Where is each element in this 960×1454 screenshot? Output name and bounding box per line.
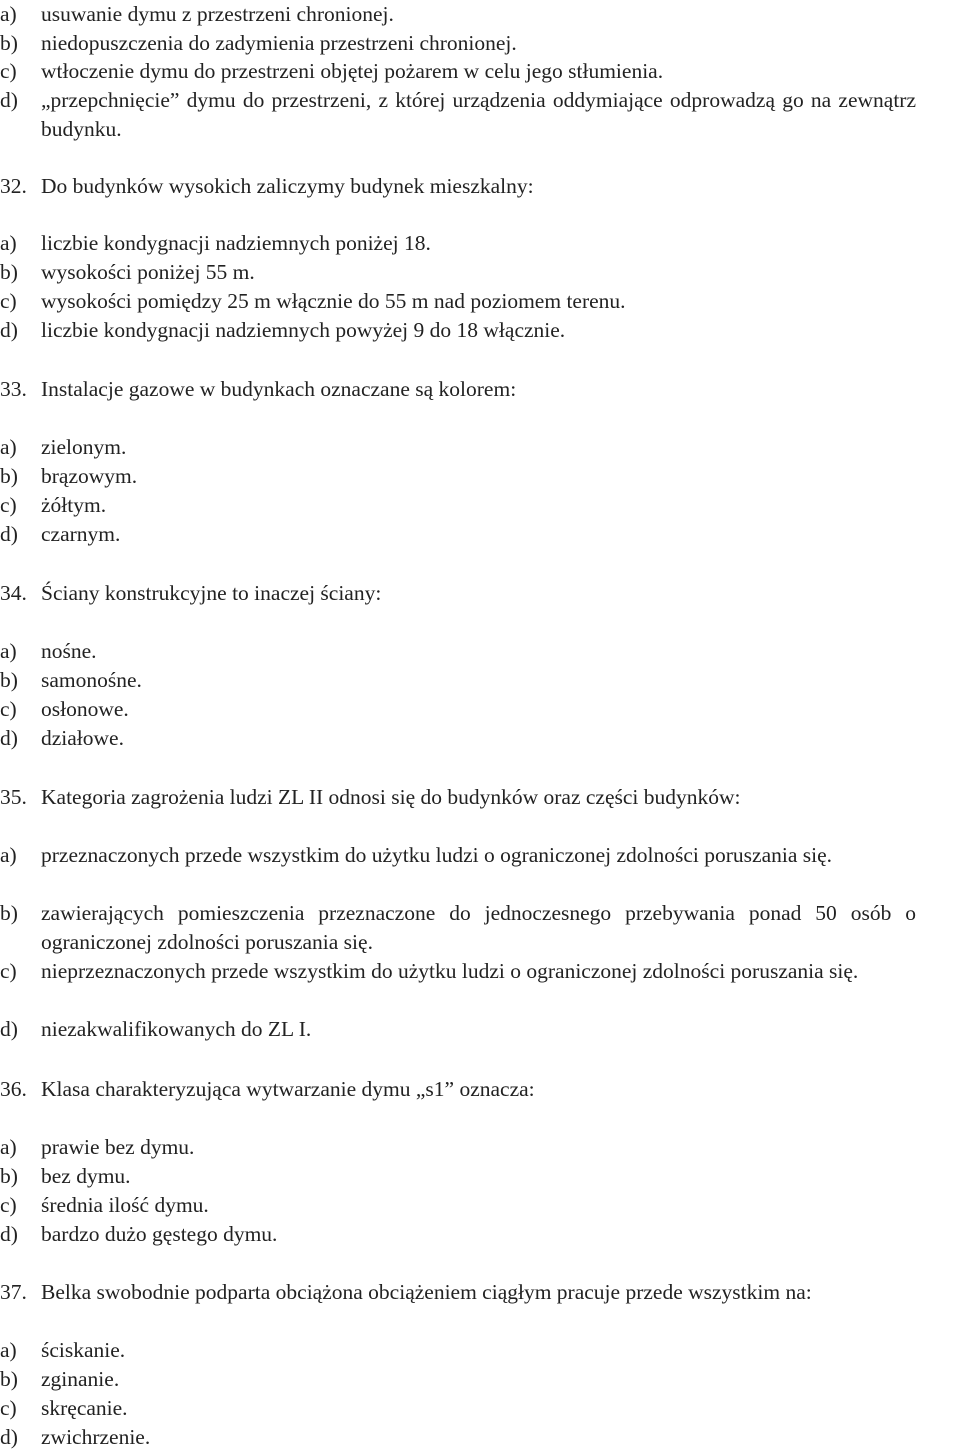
q37-option-d <box>0 1423 958 1452</box>
option-label: d) <box>0 88 18 112</box>
option-label: a) <box>0 639 17 663</box>
option-text: prawie bez dymu. <box>41 1135 195 1159</box>
q33-option-d <box>0 520 958 549</box>
option-label: d) <box>0 726 18 750</box>
question-35 <box>0 783 958 812</box>
question-36 <box>0 1075 958 1104</box>
q34-option-b <box>0 666 958 695</box>
question-text: Ściany konstrukcyjne to inaczej ściany: <box>41 581 382 605</box>
option-text: średnia ilość dymu. <box>41 1193 209 1217</box>
q35-option-a <box>0 841 958 870</box>
option-label: b) <box>0 668 18 692</box>
option-text: zawierających pomieszczenia przeznaczone do jednoczesnego przebywania ponad 50 osób o ograniczonej zdolności poruszania się. <box>41 901 916 954</box>
option-label: d) <box>0 1017 18 1041</box>
q36-option-c <box>0 1191 958 1220</box>
question-33 <box>0 375 958 404</box>
option-text: wysokości pomiędzy 25 m włącznie do 55 m nad poziomem terenu. <box>41 289 626 313</box>
option-text: zielonym. <box>41 435 127 459</box>
q34-option-c <box>0 695 958 724</box>
q33-option-a <box>0 433 958 462</box>
q35-option-b <box>0 899 958 957</box>
option-text: działowe. <box>41 726 124 750</box>
option-label: b) <box>0 31 18 55</box>
option-text: nośne. <box>41 639 97 663</box>
option-text: czarnym. <box>41 522 121 546</box>
prev-question-option-b <box>0 29 958 58</box>
option-text: żółtym. <box>41 493 107 517</box>
option-label: d) <box>0 1222 18 1246</box>
option-text: zginanie. <box>41 1367 120 1391</box>
q35-option-d <box>0 1015 958 1044</box>
question-text: Kategoria zagrożenia ludzi ZL II odnosi się do budynków oraz części budynków: <box>41 785 741 809</box>
q32-option-b <box>0 258 958 287</box>
question-number: 37. <box>0 1280 27 1304</box>
option-label: c) <box>0 959 17 983</box>
q37-option-c <box>0 1394 958 1423</box>
q34-option-a <box>0 637 958 666</box>
option-text: ściskanie. <box>41 1338 126 1362</box>
q32-option-c <box>0 287 958 316</box>
q34-option-d <box>0 724 958 753</box>
option-label: b) <box>0 464 18 488</box>
q32-option-a <box>0 229 958 258</box>
option-text: niedopuszczenia do zadymienia przestrzeni chronionej. <box>41 31 517 55</box>
question-number: 33. <box>0 377 27 401</box>
option-label: d) <box>0 1425 18 1449</box>
prev-question-option-c <box>0 57 958 86</box>
option-text: przeznaczonych przede wszystkim do użytku ludzi o ograniczonej zdolności poruszania się. <box>41 843 833 867</box>
option-text: bardzo dużo gęstego dymu. <box>41 1222 278 1246</box>
prev-question-option-a <box>0 0 958 29</box>
question-number: 34. <box>0 581 27 605</box>
option-label: a) <box>0 1135 17 1159</box>
option-text: brązowym. <box>41 464 138 488</box>
option-label: c) <box>0 493 17 517</box>
q36-option-d <box>0 1220 958 1249</box>
option-text: liczbie kondygnacji nadziemnych powyżej 9 do 18 włącznie. <box>41 318 566 342</box>
q33-option-b <box>0 462 958 491</box>
option-text: wysokości poniżej 55 m. <box>41 260 255 284</box>
option-label: c) <box>0 697 17 721</box>
q37-option-b <box>0 1365 958 1394</box>
q36-option-a <box>0 1133 958 1162</box>
question-text: Klasa charakteryzująca wytwarzanie dymu „s1” oznacza: <box>41 1077 535 1101</box>
option-label: b) <box>0 260 18 284</box>
q36-option-b <box>0 1162 958 1191</box>
option-label: a) <box>0 1338 17 1362</box>
option-label: c) <box>0 1193 17 1217</box>
question-number: 35. <box>0 785 27 809</box>
option-text: bez dymu. <box>41 1164 131 1188</box>
option-label: d) <box>0 522 18 546</box>
question-number: 32. <box>0 174 27 198</box>
option-label: c) <box>0 1396 17 1420</box>
option-text: liczbie kondygnacji nadziemnych poniżej 18. <box>41 231 431 255</box>
question-text: Belka swobodnie podparta obciążona obciążeniem ciągłym pracuje przede wszystkim na: <box>41 1280 812 1304</box>
q35-option-c <box>0 957 958 986</box>
question-number: 36. <box>0 1077 27 1101</box>
q33-option-c <box>0 491 958 520</box>
option-label: d) <box>0 318 18 342</box>
option-text: zwichrzenie. <box>41 1425 151 1449</box>
prev-question-option-d <box>0 86 958 144</box>
option-text: wtłoczenie dymu do przestrzeni objętej pożarem w celu jego stłumienia. <box>41 59 664 83</box>
option-label: b) <box>0 901 18 925</box>
option-label: a) <box>0 2 17 26</box>
q37-option-a <box>0 1336 958 1365</box>
option-label: a) <box>0 231 17 255</box>
option-label: b) <box>0 1164 18 1188</box>
option-text: niezakwalifikowanych do ZL I. <box>41 1017 312 1041</box>
option-label: c) <box>0 59 17 83</box>
option-label: a) <box>0 843 17 867</box>
option-text: samonośne. <box>41 668 142 692</box>
option-text: skręcanie. <box>41 1396 128 1420</box>
q32-option-d <box>0 316 958 345</box>
question-text: Do budynków wysokich zaliczymy budynek mieszkalny: <box>41 174 534 198</box>
option-text: „przepchnięcie” dymu do przestrzeni, z której urządzenia oddymiające odprowadzą go na zewnątrz budynku. <box>41 88 916 141</box>
option-label: a) <box>0 435 17 459</box>
option-text: osłonowe. <box>41 697 129 721</box>
question-32 <box>0 172 958 201</box>
question-text: Instalacje gazowe w budynkach oznaczane są kolorem: <box>41 377 517 401</box>
question-37 <box>0 1278 958 1307</box>
option-label: b) <box>0 1367 18 1391</box>
option-text: usuwanie dymu z przestrzeni chronionej. <box>41 2 394 26</box>
option-text: nieprzeznaczonych przede wszystkim do użytku ludzi o ograniczonej zdolności poruszania się. <box>41 959 859 983</box>
question-34 <box>0 579 958 608</box>
option-label: c) <box>0 289 17 313</box>
